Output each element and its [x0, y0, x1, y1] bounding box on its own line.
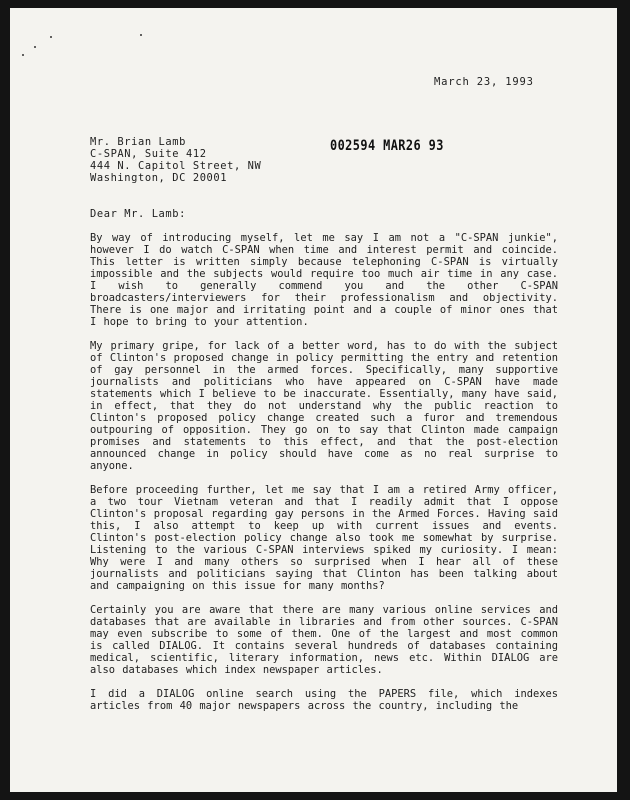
paper-speck: [140, 34, 142, 36]
recipient-city: Washington, DC 20001: [90, 172, 228, 184]
paragraph: Before proceeding further, let me say that I am a retired Army officer, a two tour Vietnam veteran and that I readily admit that I oppose Clinton's proposal regarding gay persons in the Armed Forces. Having said this, I also attempt to keep up with current issues and events. Clinton's post-election policy change also took me somewhat by surprise. Listening to the various C-SPAN interviews spiked my curiosity. I mean: Why were I and many others so surprised when I hear all of these journalists and politicians saying that Clinton has been talking about and campaigning on this issue for many months?: [90, 484, 558, 592]
paragraph: My primary gripe, for lack of a better word, has to do with the subject of Clinton's proposed change in policy permitting the entry and retention of gay personnel in the armed forces. Specifically, many supportive journalists and politicians who have appeared on C-SPAN have made statements which I believe to be inaccurate. Essentially, many have said, in effect, that they do not understand why the public reaction to Clinton's proposed policy change created such a furor and tremendous outpouring of opposition. They go on to say that Clinton made campaign promises and statements to this effect, and that the post-election announced change in policy should have come as no real surprise to anyone.: [90, 340, 558, 472]
recipient-name: Mr. Brian Lamb: [90, 136, 186, 148]
recipient-address: [90, 136, 558, 184]
letter-date: March 23, 1993: [434, 76, 534, 88]
recipient-street: 444 N. Capitol Street, NW: [90, 160, 262, 172]
letter-body: [90, 136, 558, 712]
paper-speck: [34, 46, 36, 48]
recipient-org: C-SPAN, Suite 412: [90, 148, 207, 160]
paragraph: Certainly you are aware that there are many various online services and databases that are available in libraries and from other sources. C-SPAN may even subscribe to some of them. One of the largest and most common is called DIALOG. It contains several hundreds of databases containing medical, scientific, literary information, news etc. Within DIALOG are also databases which index newspaper articles.: [90, 604, 558, 676]
paper-speck: [22, 54, 24, 56]
letter-page: [10, 8, 617, 792]
paper-speck: [50, 36, 52, 38]
salutation: Dear Mr. Lamb:: [90, 208, 186, 220]
paragraph: By way of introducing myself, let me say I am not a "C-SPAN junkie", however I do watch C-SPAN when time and interest permit and coincide. This letter is written simply because telephoning C-SPAN is virtually impossible and the subjects would require too much air time in any case. I wish to generally commend you and the other C-SPAN broadcasters/interviewers for their professionalism and objectivity. There is one major and irritating point and a couple of minor ones that I hope to bring to your attention.: [90, 232, 558, 328]
paragraph: I did a DIALOG online search using the PAPERS file, which indexes articles from 40 major newspapers across the country, including the: [90, 688, 558, 712]
received-stamp: 002594 MAR26 93: [330, 138, 444, 154]
